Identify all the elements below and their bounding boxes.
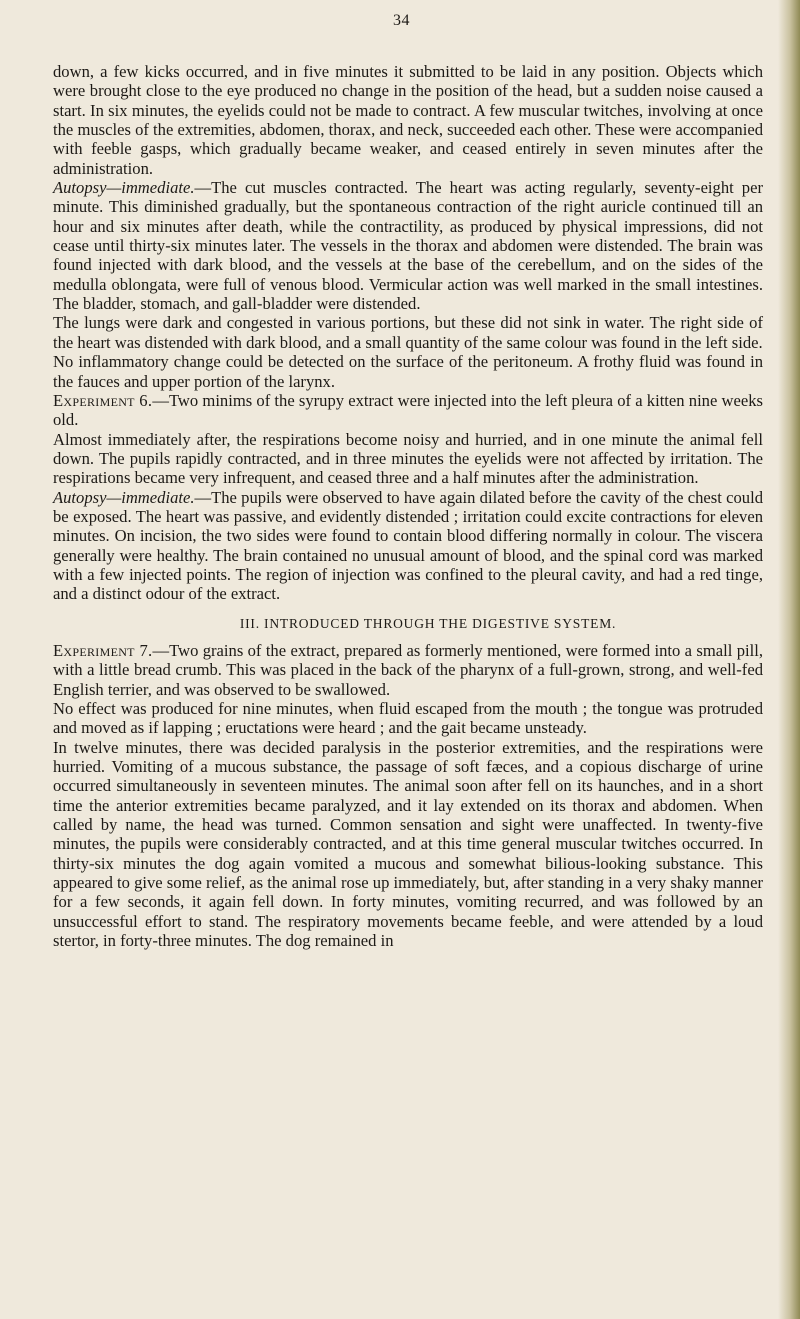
experiment-6-label: Experiment 6. (53, 390, 153, 410)
paragraph-twelve-minutes: In twelve minutes, there was decided paralysis in the posterior extremities, and the respirations were hurried. Vomiting of a mucous substance, the passage of soft fæces, and a copious discharge of urine occurred simultaneously in seventeen minutes. The animal soon after fell on its haunches, and in a short time the anterior extremities became paralyzed, and it lay extended on its thorax and abdomen. When called by name, the head was turned. Common sensation and sight were unaffected. In twenty-five minutes, the pupils were considerably contracted, and at this time general muscular twitches occurred. In thirty-six minutes the dog again vomited a mucous and somewhat bilious-looking substance. This appeared to give some relief, as the animal rose up immediately, but, after standing in a very shaky manner for a few seconds, it again fell down. In forty minutes, vomiting recurred, and was followed by an unsuccessful effort to stand. The respiratory movements became feeble, and were attended by a loud stertor, in forty-three minutes. The dog remained in (53, 737, 763, 951)
autopsy-1-text: —The cut muscles contracted. The heart was acting regularly, seventy-eight per minute. This diminished gradually, but the spontaneous contraction of the right auricle continued till an hour and six minutes after death, while the contractility, as produced by physical impressions, did not cease until thirty-six minutes later. The vessels in the thorax and abdomen were distended. The brain was found injected with dark blood, and the vessels at the base of the cerebellum, and on the sides of the medulla oblongata, were full of venous blood. Vermicular action was well marked in the small intestines. The bladder, stomach, and gall-bladder were distended. (53, 178, 763, 314)
page-number: 34 (393, 12, 410, 29)
autopsy-2-lead: Autopsy—immediate. (53, 487, 195, 507)
autopsy-1-lead: Autopsy—immediate. (53, 178, 195, 198)
experiment-7-text: —Two grains of the extract, prepared as formerly mentioned, were formed into a small pill, with a little bread crumb. This was placed in the back of the pharynx of a full-grown, strong, and well-fed English terrier, and was observed to be swallowed. (53, 640, 763, 699)
paragraph-autopsy-2 (53, 488, 763, 604)
paragraph-almost: Almost immediately after, the respirations become noisy and hurried, and in one minute the animal fell down. The pupils rapidly contracted, and in three minutes the eyelids were not affected by irritation. The respirations became very infrequent, and ceased three and a half minutes after the administration. (53, 429, 763, 488)
paragraph-lungs: The lungs were dark and congested in various portions, but these did not sink in water. The right side of the heart was distended with dark blood, and a small quantity of the same colour was found in the left side. (53, 313, 763, 352)
paragraph-experiment-7 (53, 641, 763, 699)
paragraph-continuation: down, a few kicks occurred, and in five minutes it submitted to be laid in any position. Objects which were brought close to the eye produced no change in the position of the head, but a sudden noise caused a start. In six minutes, the eyelids could not be made to contract. A few muscular twitches, involving at once the muscles of the extremities, abdomen, thorax, and neck, succeeded each other. These were accompanied with feeble gasps, which gradually became weaker, and ceased entirely in seven minutes after the administration. (53, 62, 763, 178)
section-heading: III. INTRODUCED THROUGH THE DIGESTIVE SYSTEM. (239, 615, 617, 631)
paragraph-experiment-6 (53, 391, 763, 430)
experiment-7-label: Experiment 7. (53, 640, 153, 660)
page-text (53, 62, 763, 950)
paragraph-no-effect: No effect was produced for nine minutes, when fluid escaped from the mouth ; the tongue was protruded and moved as if lapping ; eructations were heard ; and the gait became unsteady. (53, 699, 763, 738)
experiment-6-text: —Two minims of the syrupy extract were injected into the left pleura of a kitten nine weeks old. (53, 390, 764, 430)
page-edge-shadow (778, 0, 800, 1319)
autopsy-2-text: —The pupils were observed to have again dilated before the cavity of the chest could be exposed. The heart was passive, and evidently distended ; irritation could excite contractions for eleven minutes. On incision, the two sides were found to contain blood differing normally in colour. The viscera generally were healthy. The brain contained no unusual amount of blood, and the spinal cord was marked with a few injected points. The region of injection was confined to the pleural cavity, and had a red tinge, and a distinct odour of the extract. (53, 487, 763, 604)
paragraph-inflammatory: No inflammatory change could be detected on the surface of the peritoneum. A frothy fluid was found in the fauces and upper portion of the larynx. (53, 352, 763, 391)
paragraph-autopsy-1 (53, 178, 763, 313)
